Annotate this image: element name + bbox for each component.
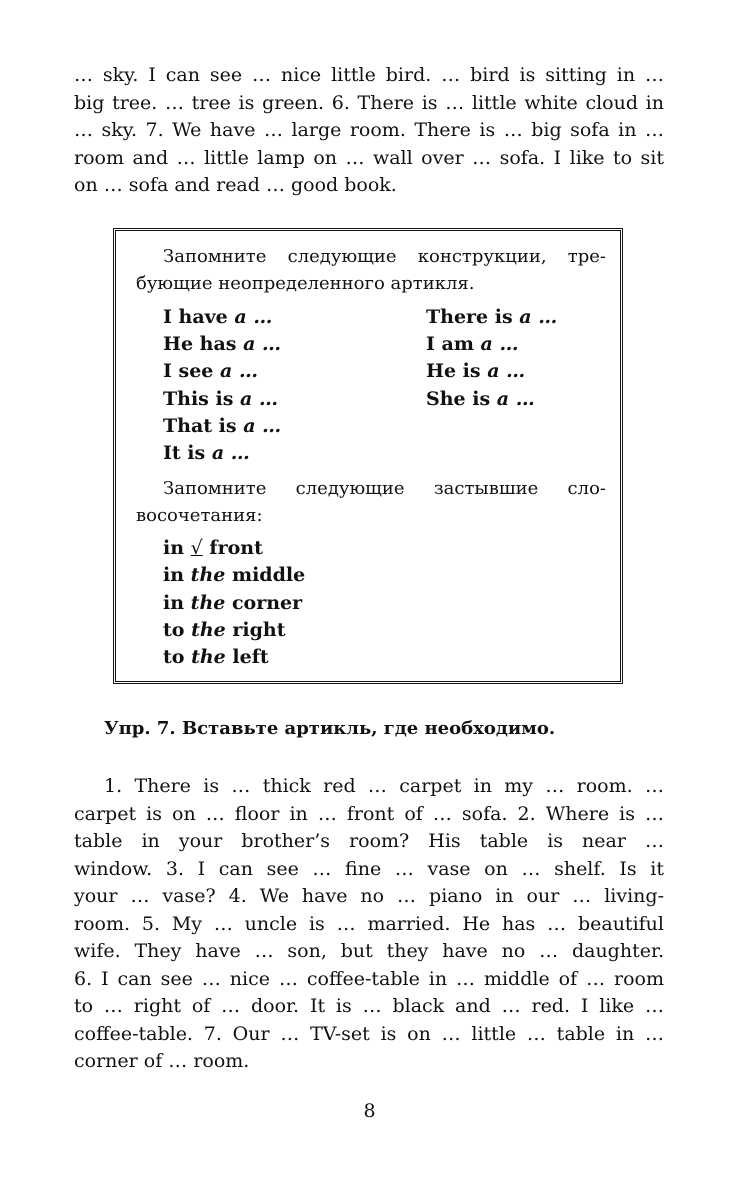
construction-item: He has a … [163,333,282,355]
text-line: on … sofa and read … good book. [74,174,397,196]
phrase-item: to the right [163,619,286,641]
construction-item: There is a … [426,306,558,328]
rule-intro-line: Запомните следующие конструкции, тре- [163,246,606,267]
construction-item: That is a … [163,415,282,437]
text-line: carpet is on … floor in … front of … sofa. 2. Where is … [74,802,664,825]
phrase-item: in the corner [163,592,303,614]
text-line: room and … little lamp on … wall over … sofa. I like to sit [74,146,664,169]
construction-item: I see a … [163,360,258,382]
zero-article-mark: √ [190,537,203,559]
exercise-title: Упр. 7. Вставьте артикль, где необходимо. [104,718,556,739]
rule-intro-line: бующие неопределенного артикля. [136,273,475,294]
page-number: 8 [363,1100,376,1122]
phrases-intro-line: восочетания: [136,505,263,526]
text-line: 6. I can see … nice … coffee-table in … middle of … room [74,967,664,990]
construction-item: He is a … [426,360,526,382]
phrase-item: in √ front [163,537,263,559]
text-line: window. 3. I can see … fine … vase on … shelf. Is it [74,857,664,880]
construction-item: She is a … [426,388,535,410]
text-line: coffee-table. 7. Our … TV-set is on … little … table in … [74,1022,664,1045]
construction-item: It is a … [163,442,250,464]
construction-item: I am a … [426,333,519,355]
construction-item: I have a … [163,306,273,328]
text-line: big tree. … tree is green. 6. There is … little white cloud in [74,91,664,114]
text-line: room. 5. My … uncle is … married. He has … beautiful [74,912,664,935]
text-line: 1. There is … thick red … carpet in my … room. … [104,775,664,797]
text-line: wife. They have … son, but they have no … daughter. [74,940,664,962]
construction-item: This is a … [163,388,278,410]
phrase-item: in the middle [163,564,306,586]
phrase-item: to the left [163,646,269,668]
phrases-intro-line: Запомните следующие застывшие сло- [163,478,606,499]
text-line: corner of … room. [74,1050,250,1072]
text-line: your … vase? 4. We have no … piano in our … living- [74,885,664,907]
text-line: … sky. 7. We have … large room. There is … big sofa in … [74,119,664,141]
text-line: table in your brother’s room? His table is near … [74,830,664,852]
text-line: … sky. I can see … nice little bird. … bird is sitting in … [74,64,664,86]
rule-box [113,228,623,684]
text-line: to … right of … door. It is … black and … red. I like … [74,995,664,1017]
